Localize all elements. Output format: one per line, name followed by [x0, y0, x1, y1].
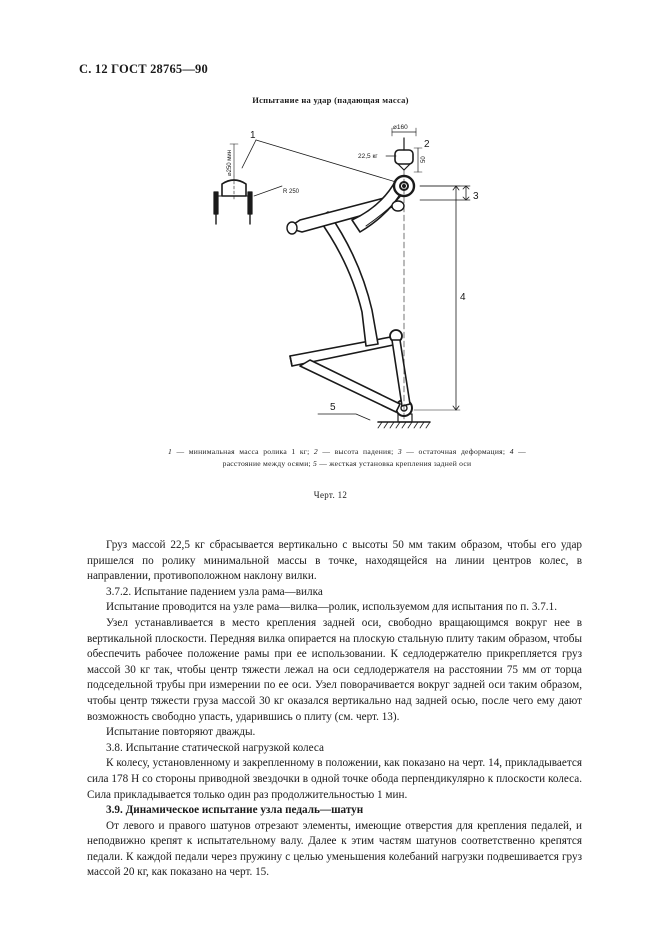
seat-stay	[300, 360, 400, 412]
section-heading-3-7-2: 3.7.2. Испытание падением узла рама—вилка	[106, 585, 323, 598]
paragraph-6: От левого и правого шатунов отрезают элементы, имеющие отверстия для крепления педалей, и неподвижно крепят к испытательному валу. Далее к этим частям шатунов соответственно крепятся педали. К каждой педали через пружину с целью уменьшения колебаний нагрузки подвешивается груз массой 20 кг, как показано на черт. 15.	[87, 819, 582, 879]
caption-item-5-text: — жесткая установка крепления задней оси	[317, 459, 472, 469]
caption-item-3-number: 3	[397, 447, 402, 456]
page-header: С. 12 ГОСТ 28765—90	[79, 62, 208, 76]
dimension-mass: 22,5 кг	[358, 153, 378, 160]
label-1: 1	[250, 130, 256, 141]
paragraph-4: Испытание повторяют дважды.	[106, 726, 256, 739]
technical-drawing	[0, 110, 661, 440]
label-5: 5	[330, 402, 336, 413]
caption-item-2-number: 2	[313, 447, 318, 456]
rear-fork	[392, 340, 410, 406]
dimension-height: 50	[421, 156, 427, 163]
caption-item-4-number: 4	[509, 447, 514, 456]
section-heading-3-8: 3.8. Испытание статической нагрузкой колеса	[106, 741, 324, 754]
paragraph-1: Груз массой 22,5 кг сбрасывается вертикально с высоты 50 мм таким образом, чтобы его удар пришелся по ролику минимальной массы в точке, находящейся на линии центров колес, в направлении, противоположном наклону вилки.	[87, 539, 582, 583]
caption-item-4-text: — расстояние между осями;	[222, 447, 526, 469]
figure-number: Черт. 12	[313, 490, 348, 500]
figure-caption	[168, 446, 526, 471]
falling-weight	[395, 138, 413, 170]
dimension-rim: ⌀250 мин	[227, 149, 233, 176]
leader-5	[318, 414, 370, 420]
paragraph-3: Узел устанавливается в место крепления задней оси, свободно вращающимся вокруг нее в вертикальной плоскости. Передняя вилка опирается на плоскую стальную плиту таким образом, чтобы обеспечить рабочее положение рамы при ее использовании. К седлодержателю прикрепляется груз массой 30 кг так, чтобы центр тяжести лежал на оси седлодержателя на расстоянии 75 мм от торца подседельной трубы при измерении по ее оси. Узел поворачивается вокруг задней оси таким образом, чтобы центр тяжести груза массой 30 кг оказался вертикально над задней осью, после чего ему дают возможность свободно упасть, ударившись о плиту (см. черт. 13).	[87, 616, 582, 723]
caption-item-1-number: 1	[168, 447, 173, 456]
down-tube	[318, 212, 378, 346]
dimension-4	[414, 186, 460, 410]
label-2: 2	[424, 139, 430, 150]
top-tube-end	[287, 222, 297, 234]
section-heading-3-9: 3.9. Динамическое испытание узла педаль—шатун	[106, 804, 364, 817]
caption-item-5-number: 5	[313, 459, 318, 469]
paragraph-5: К колесу, установленному и закрепленному в положении, как показано на черт. 14, прикладывается сила 178 Н со стороны приводной звездочки в одной точке обода перпендикулярно к плоскости колеса. Сила прикладывается только один раз продолжительностью 1 мин.	[87, 757, 582, 801]
label-4: 4	[460, 292, 466, 303]
dimension-3	[420, 186, 470, 200]
dimension-radius: R 250	[283, 189, 300, 195]
figure-title: Испытание на удар (падающая масса)	[252, 95, 409, 105]
caption-item-2-text: — высота падения;	[317, 447, 398, 456]
caption-item-3-text: — остаточная деформация;	[401, 447, 510, 456]
caption-item-1-text: — минимальная масса ролика 1 кг;	[172, 447, 314, 456]
label-3: 3	[473, 191, 479, 202]
body-text	[87, 538, 582, 881]
leader-1	[256, 140, 396, 182]
paragraph-2: Испытание проводится на узле рама—вилка—ролик, используемом для испытания по п. 3.7.1.	[106, 601, 557, 614]
dimension-diameter: ⌀160	[393, 124, 408, 131]
head-joint	[392, 201, 404, 211]
